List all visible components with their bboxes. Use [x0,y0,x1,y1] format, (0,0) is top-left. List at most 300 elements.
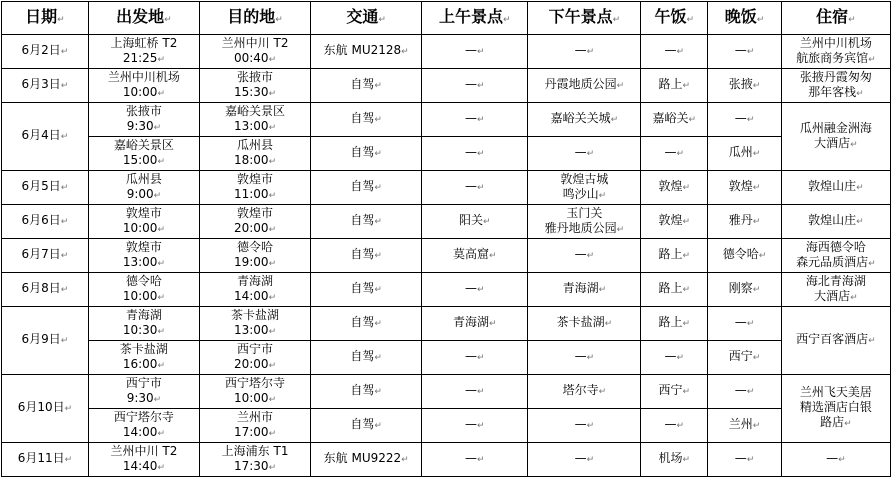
hotel-cell [781,69,890,103]
departure-cell [88,341,199,375]
afternoon-sight-cell [528,137,641,171]
afternoon-sight-line: 丹霞地质公园↵ [544,77,625,91]
morning-sight-line: —↵ [465,281,485,295]
destination-line [202,153,308,170]
header-label: 住宿 [816,6,849,26]
paragraph-mark-icon: ↵ [64,455,73,465]
date-cell [2,307,89,375]
departure-cell [88,103,199,137]
hotel-text: 张掖丹霞匆匆 [799,69,872,84]
table-row [2,273,891,307]
hotel-text: 大酒店 [814,288,851,303]
paragraph-mark-icon: ↵ [850,292,858,303]
dinner-cell [708,103,782,137]
header-cell [311,2,422,35]
header-label: 出发地 [116,6,165,26]
morning-sight-cell [422,341,528,375]
destination-text: 10:00 [233,390,269,405]
destination-text: 20:00 [233,220,269,235]
paragraph-mark-icon: ↵ [477,149,485,159]
paragraph-mark-icon: ↵ [848,14,856,25]
paragraph-mark-icon: ↵ [612,14,621,25]
lunch-cell [641,239,708,273]
paragraph-mark-icon: ↵ [477,81,485,91]
paragraph-mark-icon: ↵ [586,353,595,363]
paragraph-mark-icon: ↵ [157,360,165,371]
lunch-cell [641,69,708,103]
destination-cell [200,273,311,307]
dinner-cell [708,69,782,103]
paragraph-mark-icon: ↵ [758,251,767,261]
date-cell [2,239,89,273]
date-line: 6月9日↵ [21,332,69,346]
hotel-cell [781,239,890,273]
departure-text: 瓜州县 [125,171,162,186]
header-cell [641,2,708,35]
lunch-cell [641,171,708,205]
departure-line [91,410,197,425]
hotel-text: 兰州中川机场 [799,35,872,50]
hotel-text: — [826,451,839,465]
departure-line [91,172,197,187]
destination-text: 17:30 [233,458,269,473]
morning-sight-line: —↵ [465,417,485,431]
hotel-text: 敦煌山庄 [808,179,857,193]
hotel-line [784,240,888,255]
paragraph-mark-icon: ↵ [483,217,491,227]
paragraph-mark-icon: ↵ [374,319,382,329]
paragraph-mark-icon: ↵ [598,190,607,201]
paragraph-mark-icon: ↵ [838,455,846,465]
paragraph-mark-icon: ↵ [682,285,691,295]
morning-sight-cell [422,443,528,477]
paragraph-mark-icon: ↵ [752,285,761,295]
paragraph-mark-icon: ↵ [164,14,172,25]
morning-sight-cell [422,409,528,443]
destination-text: 上海浦东 T1 [221,443,289,458]
transport-line: 自驾↵ [350,179,382,193]
morning-sight-line: 阳关↵ [459,213,491,227]
departure-text: 张掖市 [125,103,162,118]
departure-text: 9:30 [126,390,154,405]
paragraph-mark-icon: ↵ [856,217,864,227]
paragraph-mark-icon: ↵ [682,217,691,227]
lunch-line: —↵ [664,417,685,431]
afternoon-sight-line: —↵ [574,145,595,159]
lunch-cell [641,409,708,443]
departure-line [91,308,197,323]
afternoon-sight-line: —↵ [574,417,595,431]
paragraph-mark-icon: ↵ [60,285,69,295]
morning-sight-line: —↵ [465,349,485,363]
paragraph-mark-icon: ↵ [275,14,283,25]
hotel-line [784,415,888,432]
departure-line [91,274,197,289]
paragraph-mark-icon: ↵ [268,156,277,167]
date-line: 6月10日↵ [17,400,73,414]
hotel-line [784,51,888,68]
paragraph-mark-icon: ↵ [60,217,69,227]
paragraph-mark-icon: ↵ [586,251,595,261]
morning-sight-cell [422,103,528,137]
paragraph-mark-icon: ↵ [268,54,277,65]
paragraph-mark-icon: ↵ [374,251,382,261]
paragraph-mark-icon: ↵ [746,455,755,465]
departure-text: 青海湖 [125,307,162,322]
hotel-line [784,255,888,272]
departure-cell [88,409,199,443]
destination-line [202,187,308,204]
hotel-line [784,70,888,85]
destination-line [202,51,308,68]
table-row [2,307,891,341]
dinner-line: 兰州↵ [728,417,761,431]
transport-line: 自驾↵ [350,315,382,329]
transport-line: 自驾↵ [350,145,382,159]
destination-cell [200,409,311,443]
departure-text: 敦煌市 [125,239,162,254]
paragraph-mark-icon: ↵ [586,455,595,465]
table-row [2,409,891,443]
date-cell [2,205,89,239]
header-label: 目的地 [227,6,276,26]
afternoon-sight-cell [528,375,641,409]
morning-sight-line: —↵ [465,179,485,193]
afternoon-sight-line: —↵ [574,349,595,363]
departure-line [91,459,197,476]
table-row [2,171,891,205]
departure-text: 10:00 [122,84,158,99]
hotel-cell [781,307,890,375]
morning-sight-cell [422,171,528,205]
paragraph-mark-icon: ↵ [60,132,69,142]
departure-line [91,153,197,170]
hotel-text: 海北青海湖 [805,273,866,288]
paragraph-mark-icon: ↵ [682,81,691,91]
destination-line [202,221,308,238]
departure-text: 西宁市 [125,375,162,390]
hotel-line [784,36,888,51]
table-row [2,375,891,409]
departure-text: 敦煌市 [125,205,162,220]
transport-cell [311,239,422,273]
departure-line [91,376,197,391]
table-row [2,35,891,69]
destination-cell [200,375,311,409]
destination-text: 瓜州县 [237,137,274,152]
afternoon-sight-line: 塔尔寺↵ [562,383,607,397]
destination-text: 13:00 [233,322,269,337]
dinner-line: 敦煌↵ [728,179,761,193]
destination-cell [200,307,311,341]
paragraph-mark-icon: ↵ [586,149,595,159]
lunch-cell [641,307,708,341]
hotel-cell [781,375,890,443]
departure-text: 10:30 [122,322,158,337]
destination-line [202,274,308,289]
destination-text: 张掖市 [237,69,274,84]
hotel-text: 兰州飞天美居 [799,385,872,399]
table-row [2,239,891,273]
paragraph-mark-icon: ↵ [268,292,277,303]
destination-line [202,357,308,374]
departure-text: 14:00 [122,424,158,439]
table-row [2,69,891,103]
paragraph-mark-icon: ↵ [477,47,485,57]
morning-sight-line: —↵ [465,111,485,125]
destination-text: 青海湖 [237,273,274,288]
departure-text: 15:00 [122,152,158,167]
lunch-line: 敦煌↵ [658,179,691,193]
departure-text: 西宁塔尔寺 [113,409,174,424]
transport-cell [311,273,422,307]
paragraph-mark-icon: ↵ [746,115,755,125]
departure-cell [88,205,199,239]
dinner-line: 瓜州↵ [728,145,761,159]
destination-line [202,323,308,340]
paragraph-mark-icon: ↵ [756,14,765,25]
transport-cell [311,375,422,409]
lunch-line: 嘉峪关↵ [652,111,697,125]
lunch-cell [641,273,708,307]
paragraph-mark-icon: ↵ [153,190,162,201]
departure-text: 嘉峪关景区 [113,137,174,152]
destination-cell [200,69,311,103]
transport-line: 东航 MU2128↵ [323,43,409,57]
transport-line: 自驾↵ [350,417,382,431]
lunch-cell [641,137,708,171]
hotel-text: 西宁百客酒店 [796,332,869,346]
date-cell [2,273,89,307]
afternoon-sight-cell [528,205,641,239]
lunch-line: 路上↵ [658,315,691,329]
paragraph-mark-icon: ↵ [153,122,162,133]
date-line: 6月3日↵ [21,77,69,91]
transport-line: 自驾↵ [350,77,382,91]
departure-line [91,138,197,153]
morning-sight-cell [422,137,528,171]
destination-text: 西宁市 [237,341,274,356]
lunch-cell [641,375,708,409]
departure-text: 兰州中川 T2 [110,443,178,458]
hotel-line [784,385,888,400]
destination-text: 17:00 [233,424,269,439]
header-cell [422,2,528,35]
paragraph-mark-icon: ↵ [604,319,613,329]
paragraph-mark-icon: ↵ [374,115,382,125]
hotel-text: 那年客栈 [808,84,857,99]
paragraph-mark-icon: ↵ [374,353,382,363]
destination-line [202,172,308,187]
header-cell [200,2,311,35]
paragraph-mark-icon: ↵ [60,47,69,57]
departure-text: 德令哈 [125,273,162,288]
destination-line [202,240,308,255]
header-cell [528,2,641,35]
destination-text: 20:00 [233,356,269,371]
hotel-cell [781,443,890,477]
hotel-line [784,289,888,306]
paragraph-mark-icon: ↵ [374,387,382,397]
afternoon-sight-cell [528,35,641,69]
destination-cell [200,137,311,171]
lunch-cell [641,341,708,375]
morning-sight-line: —↵ [465,77,485,91]
departure-text: 茶卡盐湖 [119,341,168,356]
destination-line [202,206,308,221]
destination-line [202,308,308,323]
departure-cell [88,137,199,171]
lunch-line: 路上↵ [658,247,691,261]
dinner-cell [708,341,782,375]
paragraph-mark-icon: ↵ [686,14,695,25]
destination-text: 兰州中川 T2 [221,35,289,50]
lunch-cell [641,205,708,239]
paragraph-mark-icon: ↵ [477,421,485,431]
paragraph-mark-icon: ↵ [610,115,619,125]
afternoon-sight-line: —↵ [574,451,595,465]
destination-text: 德令哈 [237,239,274,254]
departure-line [91,221,197,238]
morning-sight-line: —↵ [465,451,485,465]
table-row [2,137,891,171]
destination-text: 敦煌市 [237,205,274,220]
paragraph-mark-icon: ↵ [268,258,277,269]
paragraph-mark-icon: ↵ [682,251,691,261]
afternoon-sight-cell [528,103,641,137]
departure-line [91,51,197,68]
afternoon-sight-line: 玉门关 [566,205,603,220]
paragraph-mark-icon: ↵ [157,54,165,65]
paragraph-mark-icon: ↵ [268,428,277,439]
paragraph-mark-icon: ↵ [64,404,73,414]
afternoon-sight-line: —↵ [574,247,595,261]
date-line: 6月8日↵ [21,281,69,295]
lunch-cell [641,103,708,137]
date-line: 6月6日↵ [21,213,69,227]
destination-line [202,459,308,476]
departure-line [91,85,197,102]
paragraph-mark-icon: ↵ [378,14,386,25]
transport-cell [311,341,422,375]
paragraph-mark-icon: ↵ [477,353,485,363]
morning-sight-line: —↵ [465,145,485,159]
afternoon-sight-line: 雅丹地质公园↵ [544,220,625,235]
departure-cell [88,307,199,341]
dinner-cell [708,409,782,443]
paragraph-mark-icon: ↵ [844,419,852,429]
departure-text: 21:25 [122,50,158,65]
dinner-cell [708,205,782,239]
morning-sight-cell [422,69,528,103]
afternoon-sight-cell [528,239,641,273]
afternoon-sight-line: —↵ [574,43,595,57]
dinner-cell [708,137,782,171]
paragraph-mark-icon: ↵ [477,387,485,397]
paragraph-mark-icon: ↵ [374,81,382,91]
departure-line [91,357,197,374]
transport-cell [311,171,422,205]
destination-cell [200,239,311,273]
departure-line [91,240,197,255]
paragraph-mark-icon: ↵ [157,326,165,337]
afternoon-sight-cell [528,171,641,205]
departure-text: 9:00 [126,186,154,201]
departure-cell [88,69,199,103]
dinner-cell [708,443,782,477]
paragraph-mark-icon: ↵ [682,455,691,465]
paragraph-mark-icon: ↵ [746,319,755,329]
destination-line [202,444,308,459]
destination-line [202,425,308,442]
afternoon-sight-cell [528,443,641,477]
departure-line [91,444,197,459]
date-cell [2,35,89,69]
transport-cell [311,205,422,239]
dinner-line: —↵ [734,315,755,329]
destination-line [202,391,308,408]
departure-line [91,391,197,408]
transport-line: 自驾↵ [350,247,382,261]
morning-sight-cell [422,239,528,273]
departure-line [91,342,197,357]
header-label: 午饭 [654,6,687,26]
paragraph-mark-icon: ↵ [676,149,685,159]
dinner-line: 刚察↵ [728,281,761,295]
paragraph-mark-icon: ↵ [746,387,755,397]
paragraph-mark-icon: ↵ [374,421,382,431]
table-row [2,341,891,375]
destination-line [202,85,308,102]
hotel-text: 路店 [820,415,845,429]
departure-line [91,70,197,85]
paragraph-mark-icon: ↵ [157,224,165,235]
paragraph-mark-icon: ↵ [682,387,691,397]
paragraph-mark-icon: ↵ [157,462,165,473]
destination-text: 茶卡盐湖 [231,307,280,322]
dinner-line: —↵ [734,451,755,465]
morning-sight-cell [422,307,528,341]
departure-line [91,187,197,204]
morning-sight-line: 青海湖↵ [453,315,497,329]
table-row [2,205,891,239]
dinner-line: 德令哈↵ [722,247,767,261]
hotel-line [784,213,888,230]
destination-cell [200,443,311,477]
departure-cell [88,171,199,205]
dinner-line: 张掖↵ [728,77,761,91]
paragraph-mark-icon: ↵ [268,326,277,337]
paragraph-mark-icon: ↵ [401,455,409,465]
lunch-line: —↵ [664,349,685,363]
paragraph-mark-icon: ↵ [268,462,277,473]
date-cell [2,375,89,443]
transport-cell [311,69,422,103]
lunch-cell [641,35,708,69]
paragraph-mark-icon: ↵ [752,353,761,363]
paragraph-mark-icon: ↵ [752,149,761,159]
destination-line [202,119,308,136]
paragraph-mark-icon: ↵ [60,336,69,346]
dinner-cell [708,375,782,409]
hotel-line [784,85,888,102]
dinner-cell [708,239,782,273]
hotel-text: 精选酒店白银 [799,400,872,414]
departure-cell [88,35,199,69]
paragraph-mark-icon: ↵ [157,88,165,99]
departure-text: 10:00 [122,220,158,235]
destination-cell [200,205,311,239]
